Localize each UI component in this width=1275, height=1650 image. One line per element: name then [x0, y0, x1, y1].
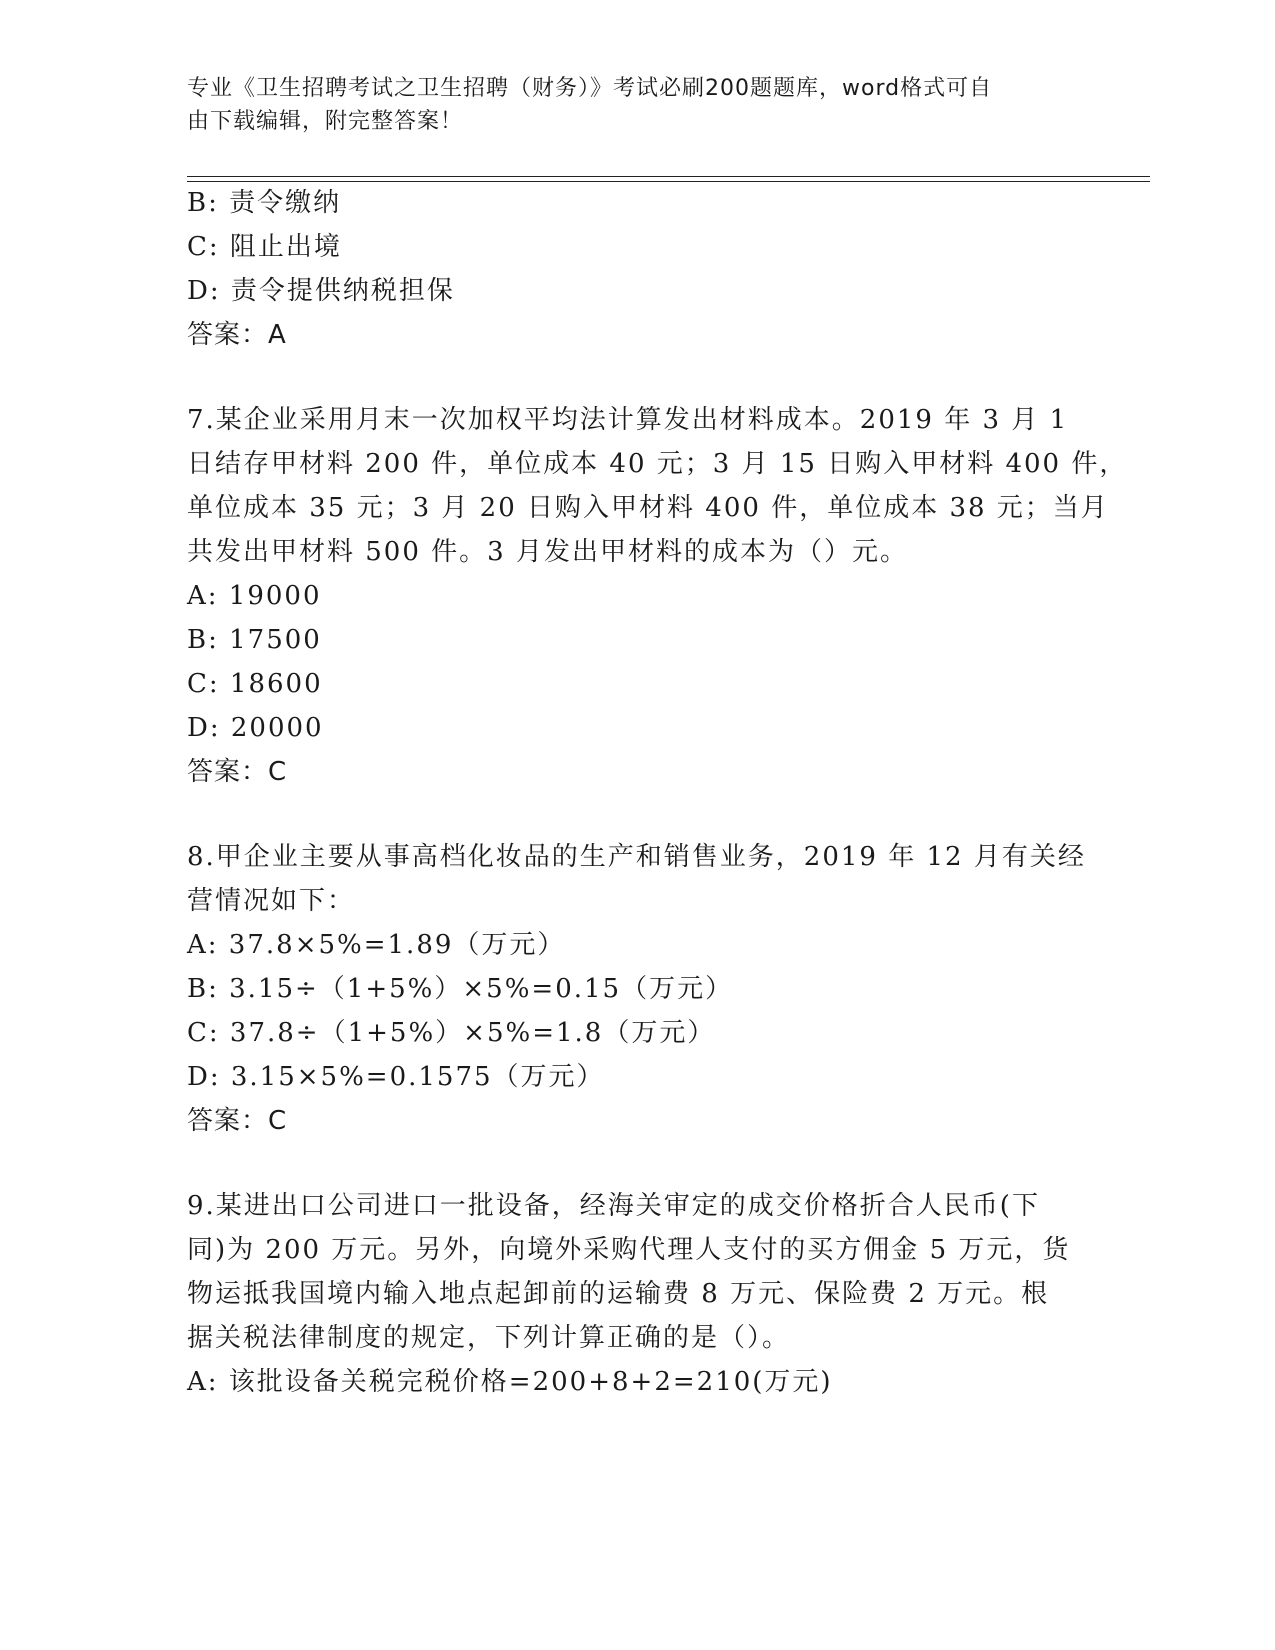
q7-option-c: C: 18600 — [187, 669, 323, 699]
q8-stem-line-2: 营情况如下： — [187, 886, 356, 916]
q8-answer: 答案：C — [187, 1106, 288, 1136]
header-title-line-2: 由下载编辑，附完整答案！ — [187, 109, 464, 134]
q6-answer: 答案：A — [187, 320, 287, 350]
q8-option-b: B: 3.15÷（1+5%）×5%=0.15（万元） — [187, 974, 734, 1004]
q6-option-c: C: 阻止出境 — [187, 232, 342, 262]
q8-option-a: A: 37.8×5%=1.89（万元） — [187, 930, 566, 960]
q7-stem-line-4: 共发出甲材料 500 件。3 月发出甲材料的成本为（）元。 — [187, 537, 908, 567]
header-title-line-1: 专业《卫生招聘考试之卫生招聘（财务）》考试必刷200题题库，word格式可自 — [187, 76, 993, 101]
q7-stem-line-2: 日结存甲材料 200 件，单位成本 40 元；3 月 15 日购入甲材料 400 件， — [187, 449, 1128, 479]
page-header — [187, 72, 1087, 138]
q7-option-b: B: 17500 — [187, 625, 322, 655]
q6-option-b: B: 责令缴纳 — [187, 188, 342, 218]
q6-option-d: D: 责令提供纳税担保 — [187, 276, 455, 306]
q7-option-d: D: 20000 — [187, 713, 324, 743]
header-divider-top — [187, 176, 1150, 177]
q7-option-a: A: 19000 — [187, 581, 322, 611]
q9-stem-line-3: 物运抵我国境内输入地点起卸前的运输费 8 万元、保险费 2 万元。根 — [187, 1279, 1050, 1309]
q8-option-d: D: 3.15×5%=0.1575（万元） — [187, 1062, 605, 1092]
q9-stem-line-4: 据关税法律制度的规定，下列计算正确的是（）。 — [187, 1323, 791, 1353]
q7-answer: 答案：C — [187, 757, 288, 787]
q9-option-a: A: 该批设备关税完税价格=200+8+2=210(万元) — [187, 1367, 833, 1397]
q8-stem-line-1: 8.甲企业主要从事高档化妆品的生产和销售业务，2019 年 12 月有关经 — [187, 842, 1086, 872]
q8-option-c: C: 37.8÷（1+5%）×5%=1.8（万元） — [187, 1018, 716, 1048]
q7-stem-line-3: 单位成本 35 元；3 月 20 日购入甲材料 400 件，单位成本 38 元；当月 — [187, 493, 1109, 523]
q9-stem-line-1: 9.某进出口公司进口一批设备，经海关审定的成交价格折合人民币(下 — [187, 1191, 1040, 1221]
q7-stem-line-1: 7.某企业采用月末一次加权平均法计算发出材料成本。2019 年 3 月 1 — [187, 405, 1069, 435]
q9-stem-line-2: 同)为 200 万元。另外，向境外采购代理人支付的买方佣金 5 万元，货 — [187, 1235, 1071, 1265]
